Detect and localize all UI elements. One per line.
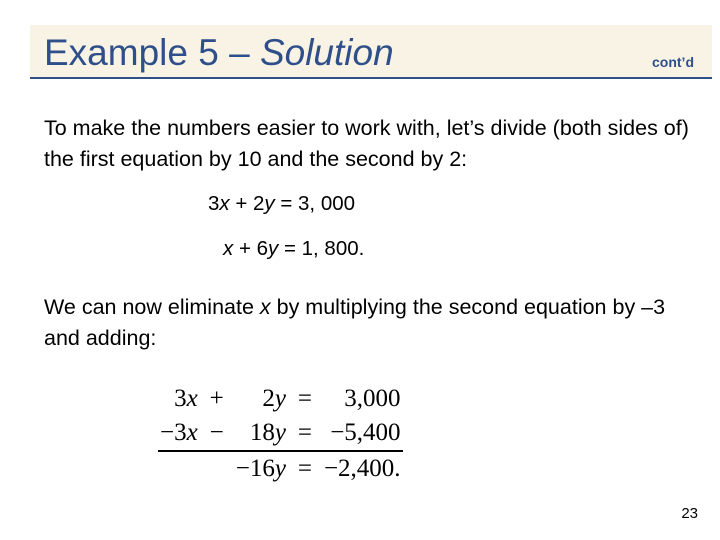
elimination-work: [158, 382, 403, 486]
continued-label: cont’d: [652, 54, 694, 70]
title-bar: [30, 25, 712, 79]
title-main: Example 5 –: [44, 32, 250, 73]
title-italic: Solution: [259, 32, 394, 73]
work-row-1: 3x + 2y = 3,000: [174, 385, 401, 412]
equation-2: x + 6y = 1, 800.: [223, 237, 365, 260]
work-row-sum: −16y = −2,400.: [158, 451, 403, 486]
equation-1: 3x + 2y = 3, 000: [208, 192, 356, 215]
intro-paragraph: To make the numbers easier to work with, let’s divide (both sides of) the first equation by 10 and the second by 2:: [44, 116, 689, 171]
slide-title: [44, 34, 394, 71]
work-row-2: −3x − 18y = −5,400: [160, 419, 401, 446]
elimination-paragraph: We can now eliminate x by multiplying the second equation by –3 and adding:: [44, 295, 666, 350]
page-number: 23: [681, 505, 698, 522]
